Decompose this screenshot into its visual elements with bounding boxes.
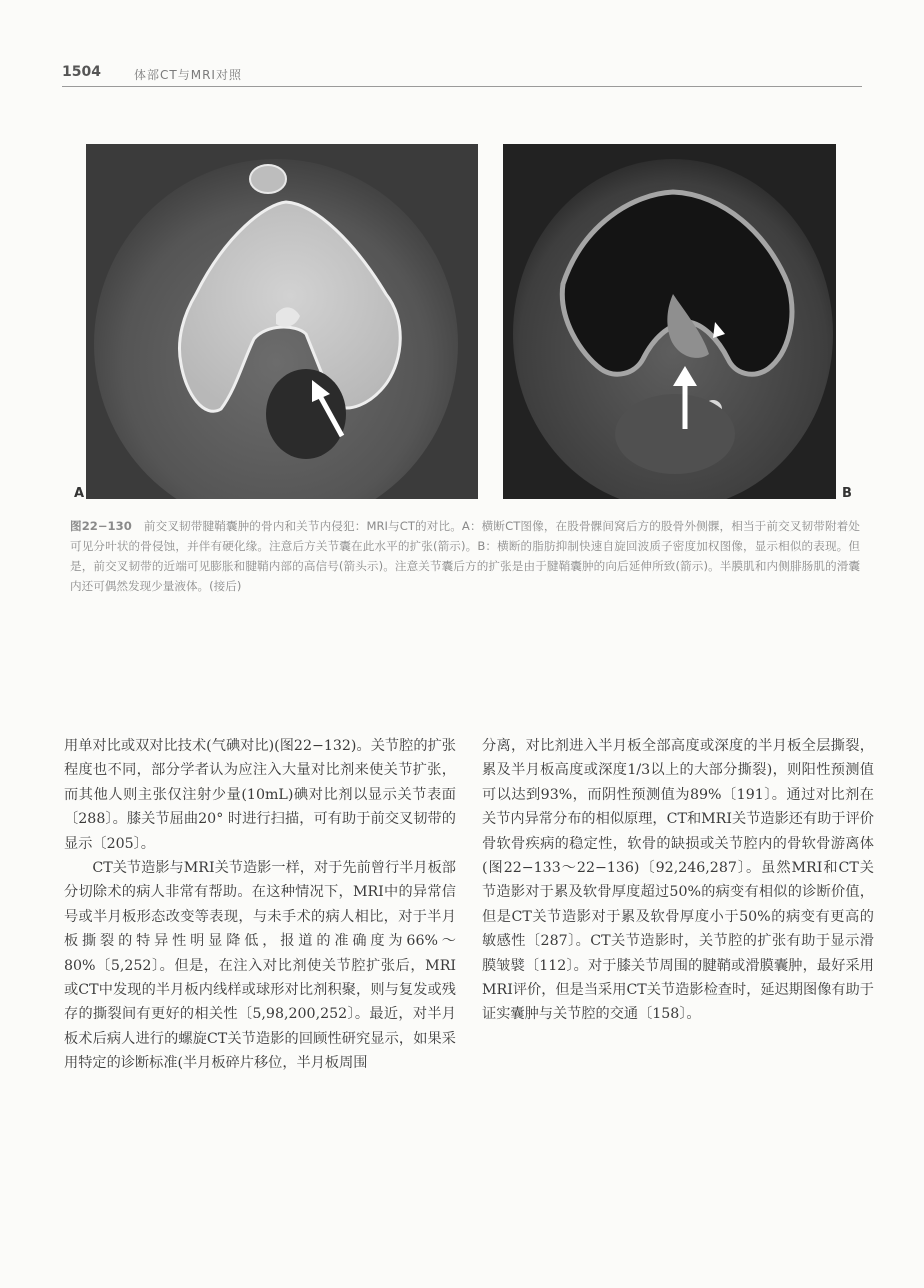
- text-column-right: [482, 734, 874, 1027]
- ct-knee-illustration: [86, 144, 478, 499]
- figure-label-a: A: [74, 486, 85, 501]
- running-title: 体部CT与MRI对照: [134, 68, 242, 82]
- caption-number: 图22−130: [70, 519, 132, 533]
- figure-a-ct-image: [86, 144, 478, 499]
- figure-b-mri-image: [503, 144, 836, 499]
- paragraph: CT关节造影与MRI关节造影一样，对于先前曾行半月板部分切除术的病人非常有帮助。在这种情况下，MRI中的异常信号或半月板形态改变等表现，与未手术的病人相比，对于半月板撕裂的特异性明显降低，报道的准确度为66%～80%〔5,252〕。但是，在注入对比剂使关节腔扩张后，MRI或CT中发现的半月板内线样或球形对比剂积聚，则与复发或残存的撕裂间有更好的相关性〔5,98,200,252〕。最近，对半月板术后病人进行的螺旋CT关节造影的回顾性研究显示，如果采用特定的诊断标准(半月板碎片移位，半月板周围: [64, 860, 456, 1072]
- paragraph: 分离，对比剂进入半月板全部高度或深度的半月板全层撕裂，累及半月板高度或深度1/3以上的大部分撕裂)，则阳性预测值可以达到93%，而阴性预测值为89%〔191〕。通过对比剂在关节内异常分布的相似原理，CT和MRI关节造影还有助于评价骨软骨疾病的稳定性，软骨的缺损或关节腔内的骨软骨游离体(图22−133～22−136)〔92,246,287〕。虽然MRI和CT关节造影对于累及软骨厚度超过50%的病变有相似的诊断价值，但是CT关节造影对于累及软骨厚度小于50%的病变有更高的敏感性〔287〕。CT关节造影时，关节腔的扩张有助于显示滑膜皱襞〔112〕。对于膝关节周围的腱鞘或滑膜囊肿，最好采用MRI评价，但是当采用CT关节造影检查时，延迟期图像有助于证实囊肿与关节腔的交通〔158〕。: [482, 738, 874, 1023]
- running-header: [62, 64, 862, 86]
- page-number: 1504: [62, 64, 101, 80]
- mri-knee-illustration: [503, 144, 836, 499]
- header-rule: [62, 86, 862, 87]
- caption-text: 前交叉韧带腱鞘囊肿的骨内和关节内侵犯：MRI与CT的对比。A：横断CT图像，在股骨髁间窝后方的股骨外侧髁，相当于前交叉韧带附着处可见分叶状的骨侵蚀，并伴有硬化缘。注意后方关节囊在此水平的扩张(箭示)。B：横断的脂肪抑制快速自旋回波质子密度加权图像，显示相似的表现。但是，前交叉韧带的近端可见膨胀和腱鞘内部的高信号(箭头示)。注意关节囊后方的扩张是由于腱鞘囊肿的向后延伸所致(箭示)。半膜肌和内侧腓肠肌的滑囊内还可偶然发现少量液体。(接后): [70, 519, 860, 593]
- text-column-left: [64, 734, 456, 1076]
- figure-label-b: B: [842, 486, 852, 501]
- figure-caption: [70, 516, 860, 596]
- paragraph: 用单对比或双对比技术(气碘对比)(图22−132)。关节腔的扩张程度也不同，部分学者认为应注入大量对比剂来使关节扩张，而其他人则主张仅注射少量(10mL)碘对比剂以显示关节表面〔288〕。膝关节屈曲20° 时进行扫描，可有助于前交叉韧带的显示〔205〕。: [64, 738, 456, 852]
